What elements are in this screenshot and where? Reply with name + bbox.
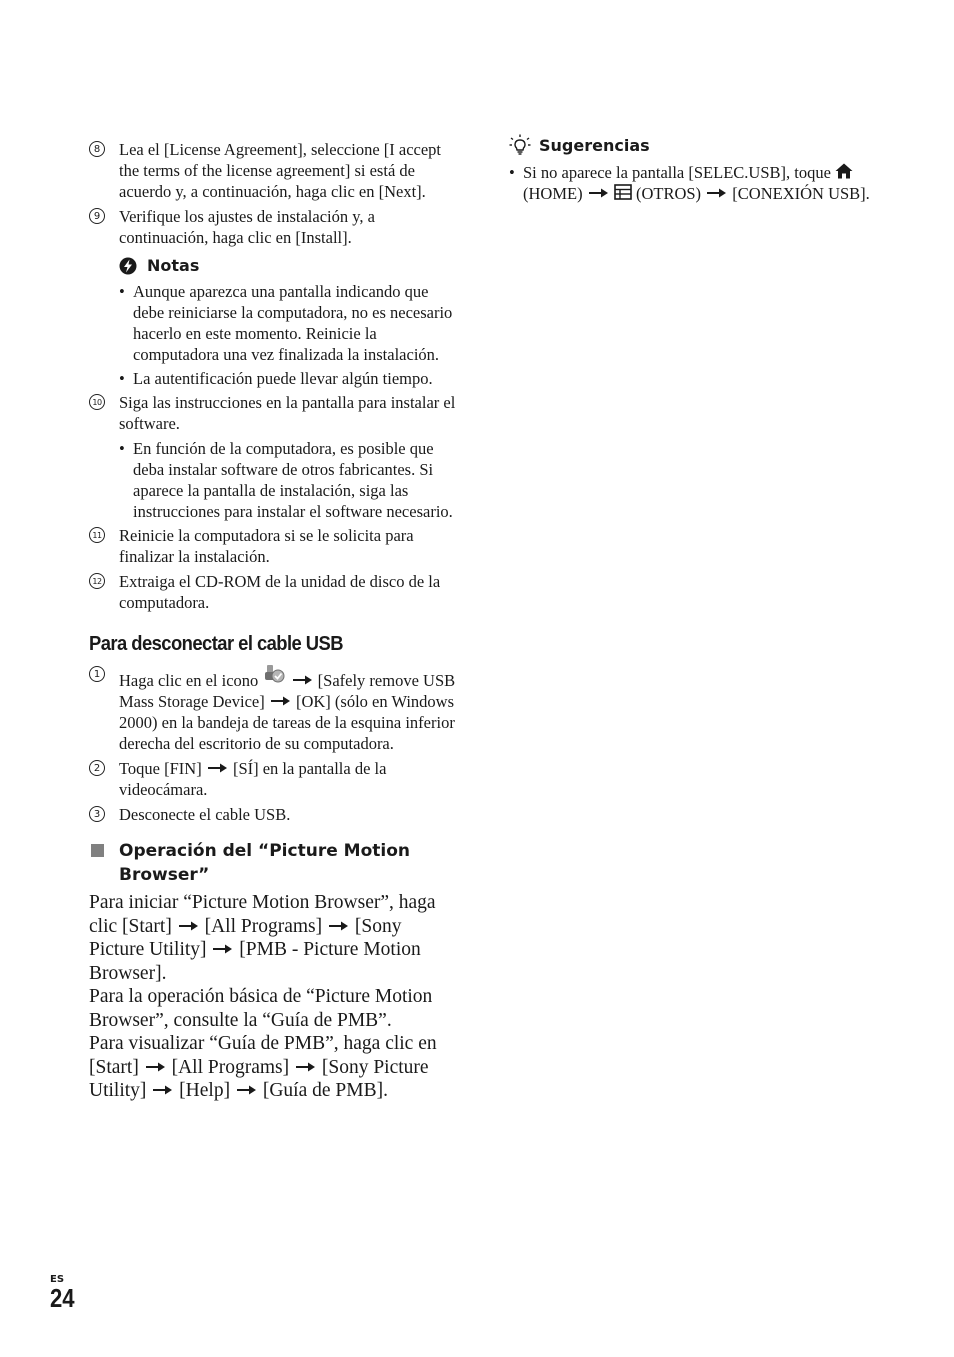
usb-step-1 [89,664,461,754]
step-number: 10 [89,394,105,410]
pmb-section-title: Operación del “Picture Motion Browser” [119,841,410,885]
step-text-a: Toque [FIN] [119,759,202,778]
notes-heading [119,256,461,275]
tip-bulb-icon [509,134,531,156]
usb-step-2 [89,758,461,800]
arrow-right-icon [237,1085,256,1095]
language-code: ES [50,1274,65,1285]
usb-step-3 [89,804,461,825]
step-text: Reinicie la computadora si se le solicita para finalizar la instalación. [119,526,414,566]
pmb-paragraph-2: Para la operación básica de “Picture Motion Browser”, consulte la “Guía de PMB”. [89,986,433,1031]
arrow-right-icon [271,696,290,706]
page-footer [50,1274,79,1311]
text: [All Programs] [204,915,323,937]
arrow-right-icon [707,188,726,198]
step-number: 9 [89,208,105,224]
step-text-b: [Safely remove USB Mass Storage Device] [119,671,456,711]
step-text-a: Haga clic en el icono [119,671,259,690]
step-text-b: [SÍ] en la pantalla de la videocámara. [119,759,387,799]
text: [Guía de PMB]. [262,1080,388,1101]
pmb-section-heading [89,839,461,887]
arrow-right-icon [153,1085,172,1095]
section-square-icon [91,844,104,857]
step-12 [89,571,461,613]
text: [Sony Picture Utility] [89,1056,429,1101]
arrow-right-icon [296,1062,315,1072]
arrow-right-icon [293,675,312,685]
step-number: 3 [89,806,105,822]
tips-heading [509,134,881,156]
usb-section-title: Para desconectar el cable USB [89,633,343,655]
note-item: • La autentificación puede llevar algún tiempo. [119,368,461,389]
text: [Help] [179,1080,231,1101]
step-number: 2 [89,760,105,776]
arrow-right-icon [213,944,232,954]
others-icon [614,184,632,200]
notes-title: Notas [147,256,200,275]
pmb-paragraph-1 [89,891,461,985]
step-number: 12 [89,573,105,589]
step-number: 1 [89,666,105,682]
step-8 [89,139,461,202]
text: Si no aparece la pantalla [SELEC.USB], toque [523,163,831,182]
note-icon [119,257,137,275]
text: (OTROS) [635,184,702,203]
step-number: 11 [89,527,105,543]
home-icon [835,163,853,179]
step-10-bullet: • En función de la computadora, es posible que deba instalar software de otros fabricantes. Si aparece la pantalla de instalación, siga las instrucciones para instalar el software necesario. [119,438,461,522]
step-10 [89,392,461,434]
text: [PMB - Picture Motion Browser]. [89,939,421,984]
pmb-paragraph-3 [89,1032,461,1103]
note-item: • Aunque aparezca una pantalla indicando que debe reiniciarse la computadora, no es necesario hacerlo en este momento. Reinicie la computadora una vez finalizada la instalación. [119,281,461,365]
step-text: Verifique los ajustes de instalación y, a continuación, haga clic en [Install]. [119,207,375,247]
arrow-right-icon [179,921,198,931]
text: Para iniciar “Picture Motion Browser”, haga clic [Start] [89,892,436,937]
arrow-right-icon [589,188,608,198]
step-text: Lea el [License Agreement], seleccione [I accept the terms of the license agreement] si está de acuerdo y, a continuación, haga clic en [Next]. [119,140,442,201]
step-number: 8 [89,141,105,157]
step-text-c: [OK] (sólo en Windows 2000) en la bandeja de tareas de la esquina inferior derecha del escritorio de su computadora. [119,692,455,753]
step-9 [89,206,461,248]
arrow-right-icon [208,763,227,773]
text: [All Programs] [171,1056,290,1078]
text: Para visualizar “Guía de PMB”, haga clic en [Start] [89,1033,437,1078]
usb-safely-remove-icon [262,664,286,684]
right-column [509,134,881,207]
tip-item [509,162,881,204]
step-text: Extraiga el CD-ROM de la unidad de disco de la computadora. [119,572,441,612]
step-text: Siga las instrucciones en la pantalla para instalar el software. [119,393,456,433]
page-number: 24 [50,1283,75,1313]
left-column [89,139,461,1103]
step-text: Desconecte el cable USB. [119,805,291,824]
text: [Sony Picture Utility] [89,915,402,960]
text: [CONEXIÓN USB]. [732,184,870,203]
arrow-right-icon [146,1062,165,1072]
arrow-right-icon [329,921,348,931]
tips-title: Sugerencias [539,135,650,155]
text: (HOME) [523,184,583,203]
step-11 [89,525,461,567]
